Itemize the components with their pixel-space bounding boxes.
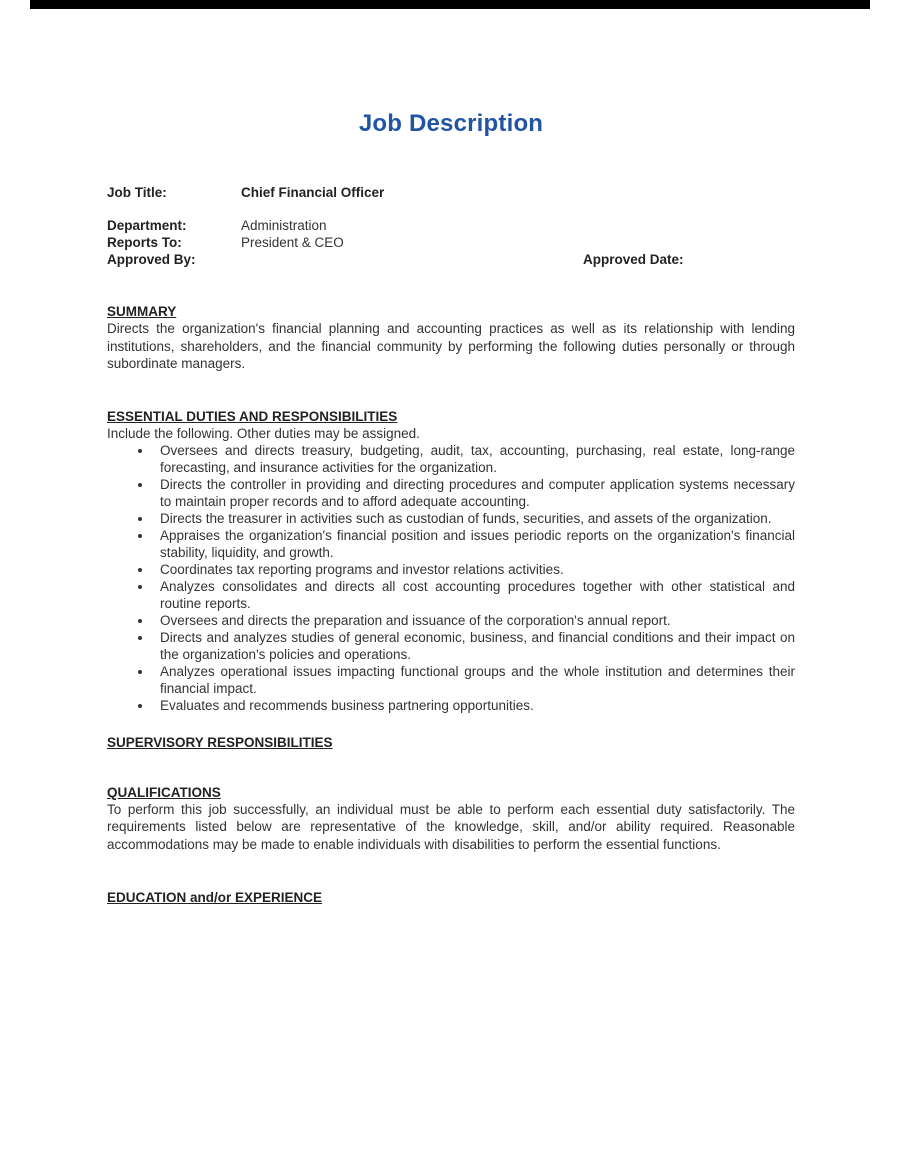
duty-item: Analyzes consolidates and directs all cost accounting procedures together with other statistical and routine reports. [160,578,795,611]
duties-heading: ESSENTIAL DUTIES AND RESPONSIBILITIES [107,408,398,424]
summary-paragraph: Directs the organization's financial planning and accounting practices as well as its relationship with lending institutions, shareholders, and the financial community by performing the following duties personally or through subordinate managers. [107,321,795,371]
department-value: Administration [241,218,327,233]
approved-by-label: Approved By: [107,252,196,267]
document-content [107,0,795,906]
page-title: Job Description [358,110,544,137]
duty-item: Coordinates tax reporting programs and investor relations activities. [160,561,795,578]
reports-to-label: Reports To: [107,235,182,250]
department-label: Department: [107,218,187,233]
duty-item: Directs the controller in providing and directing procedures and computer application systems necessary to maintain proper records and to afford adequate accounting. [160,476,795,509]
qualifications-heading: QUALIFICATIONS [107,784,221,800]
job-title-label: Job Title: [107,185,167,200]
job-title-row [107,184,795,201]
education-heading: EDUCATION and/or EXPERIENCE [107,890,323,905]
header-field-group-1 [107,184,795,201]
reports-to-value: President & CEO [241,235,344,250]
duty-item: Oversees and directs treasury, budgeting, audit, tax, accounting, purchasing, real estate, long-range forecasting, and insurance activities for the organization. [160,442,795,475]
summary-heading: SUMMARY [107,304,177,319]
qualifications-paragraph: To perform this job successfully, an individual must be able to perform each essential duty satisfactorily. The requirements listed below are representative of the knowledge, skill, and/or ability required. Reasonable accommodations may be made to enable individuals with disabilities to perform the essential functions. [107,801,795,852]
reports-to-row [107,234,795,251]
job-title-value: Chief Financial Officer [241,185,385,200]
duty-item: Directs and analyzes studies of general economic, business, and financial conditions and their impact on the organization's policies and operations. [160,629,795,662]
supervisory-heading: SUPERVISORY RESPONSIBILITIES [107,734,333,750]
approved-date-label: Approved Date: [583,252,684,267]
department-row [107,217,795,234]
header-field-group-2 [107,217,795,268]
duty-item: Analyzes operational issues impacting functional groups and the whole institution and determines their financial impact. [160,663,795,696]
duty-item: Oversees and directs the preparation and issuance of the corporation's annual report. [160,612,795,629]
duty-item: Appraises the organization's financial position and issues periodic reports on the organization's financial stability, liquidity, and growth. [160,527,795,560]
duty-item: Evaluates and recommends business partnering opportunities. [160,697,795,714]
duties-list [107,442,795,714]
duties-intro: Include the following. Other duties may be assigned. [107,425,420,441]
approved-by-row [107,251,795,268]
duty-item: Directs the treasurer in activities such as custodian of funds, securities, and assets of the organization. [160,510,795,527]
